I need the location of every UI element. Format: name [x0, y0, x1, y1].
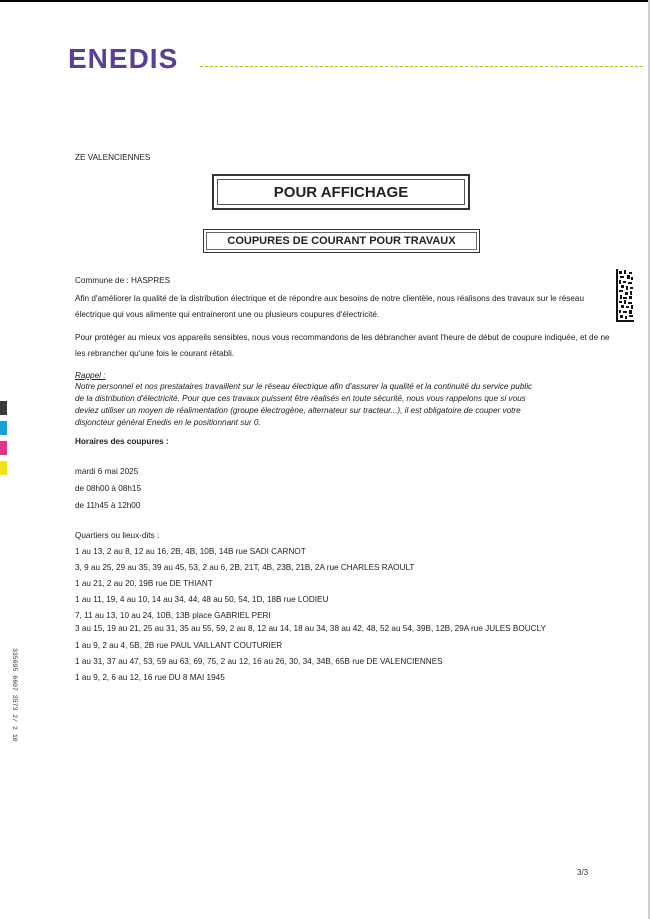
print-mark-magenta: [0, 441, 7, 455]
reminder-title: Rappel :: [75, 371, 106, 380]
locations-heading: Quartiers ou lieux-dits :: [75, 531, 160, 540]
reminder-line: Notre personnel et nos prestataires travaillent sur le réseau électrique afin d'assurer la qualité et la continuité du service public: [75, 382, 533, 391]
title-box: [212, 174, 470, 210]
schedule-slot: de 11h45 à 12h00: [75, 501, 141, 510]
title-box-inner-border: [217, 179, 465, 205]
subtitle-box: [203, 229, 480, 253]
print-mark-cyan: [0, 421, 7, 435]
side-tracking-code-text: 335095 6607 3573 2/ 2 10: [11, 648, 18, 742]
intro-paragraph: Afin d'améliorer la qualité de la distribution électrique et de répondre aux besoins de notre clientèle, nous réalisons des travaux sur le réseau électrique qui vous alimente qui entraineront une ou plusieurs coupures d'électricité.: [75, 294, 585, 319]
protect-paragraph: Pour protéger au mieux vos appareils sensibles, nous vous recommandons de les débrancher avant l'heure de début de coupure indiquée, et de ne les rebrancher qu'une fois le courant rétabli.: [75, 333, 610, 358]
schedule-slot: de 08h00 à 08h15: [75, 484, 142, 493]
title-text: POUR AFFICHAGE: [273, 183, 409, 201]
location-item: 3 au 15, 19 au 21, 25 au 31, 35 au 55, 59, 2 au 8, 12 au 14, 18 au 34, 38 au 42, 48, 52 au 54, 39B, 12B, 29A rue JULES BOUCLY: [75, 624, 546, 633]
logo-text: ENEDIS: [68, 43, 179, 74]
reminder-line: deviez utiliser un moyen de réalimentation (groupe électrogène, alternateur sur tracteur...), il est obligatoire de couper votre: [75, 406, 521, 415]
schedule-date: mardi 6 mai 2025: [75, 467, 139, 476]
logo-rule: [200, 66, 643, 67]
schedule-heading: Horaires des coupures :: [75, 437, 169, 446]
location-item: 1 au 31, 37 au 47, 53, 59 au 63, 69, 75, 2 au 12, 16 au 26, 30, 34, 34B, 65B rue DE VALENCIENNES: [75, 657, 443, 666]
reminder-line: disjoncteur général Enedis en le positionnant sur 0.: [75, 418, 261, 427]
location-item: 1 au 13, 2 au 8, 12 au 16, 2B, 4B, 10B, 14B rue SADI CARNOT: [75, 547, 306, 556]
print-mark-yellow: [0, 461, 7, 475]
print-mark-black: [0, 401, 7, 415]
location-item: 3, 9 au 25, 29 au 35, 39 au 45, 53, 2 au 6, 2B, 21T, 4B, 23B, 21B, 2A rue CHARLES RAOULT: [75, 563, 415, 572]
scan-edge-top: [0, 0, 650, 2]
scan-edge-mark: [590, 0, 650, 2]
location-item: 1 au 9, 2, 6 au 12, 16 rue DU 8 MAI 1945: [75, 673, 225, 682]
sender-label: ZE VALENCIENNES: [75, 153, 151, 162]
subtitle-box-inner-border: [206, 232, 477, 250]
enedis-logo: [68, 40, 196, 76]
location-item: 1 au 11, 19, 4 au 10, 14 au 34, 44, 48 au 50, 54, 1D, 18B rue LODIEU: [75, 595, 329, 604]
location-item: 1 au 9, 2 au 4, 5B, 2B rue PAUL VAILLANT COUTURIER: [75, 641, 283, 650]
datamatrix-code-icon: [616, 269, 634, 322]
side-tracking-code: [8, 648, 18, 758]
location-item: 1 au 21, 2 au 20, 19B rue DE THIANT: [75, 579, 213, 588]
subtitle-text: COUPURES DE COURANT POUR TRAVAUX: [227, 235, 456, 247]
commune-line: Commune de : HASPRES: [75, 276, 171, 285]
location-item: 7, 11 au 13, 10 au 24, 10B, 13B place GABRIEL PERI: [75, 611, 271, 620]
reminder-line: de la distribution d'électricité. Pour que ces travaux puissent être réalisés en toute sécurité, nous vous rappelons que si vous: [75, 394, 526, 403]
page-number: 3/3: [577, 868, 589, 877]
